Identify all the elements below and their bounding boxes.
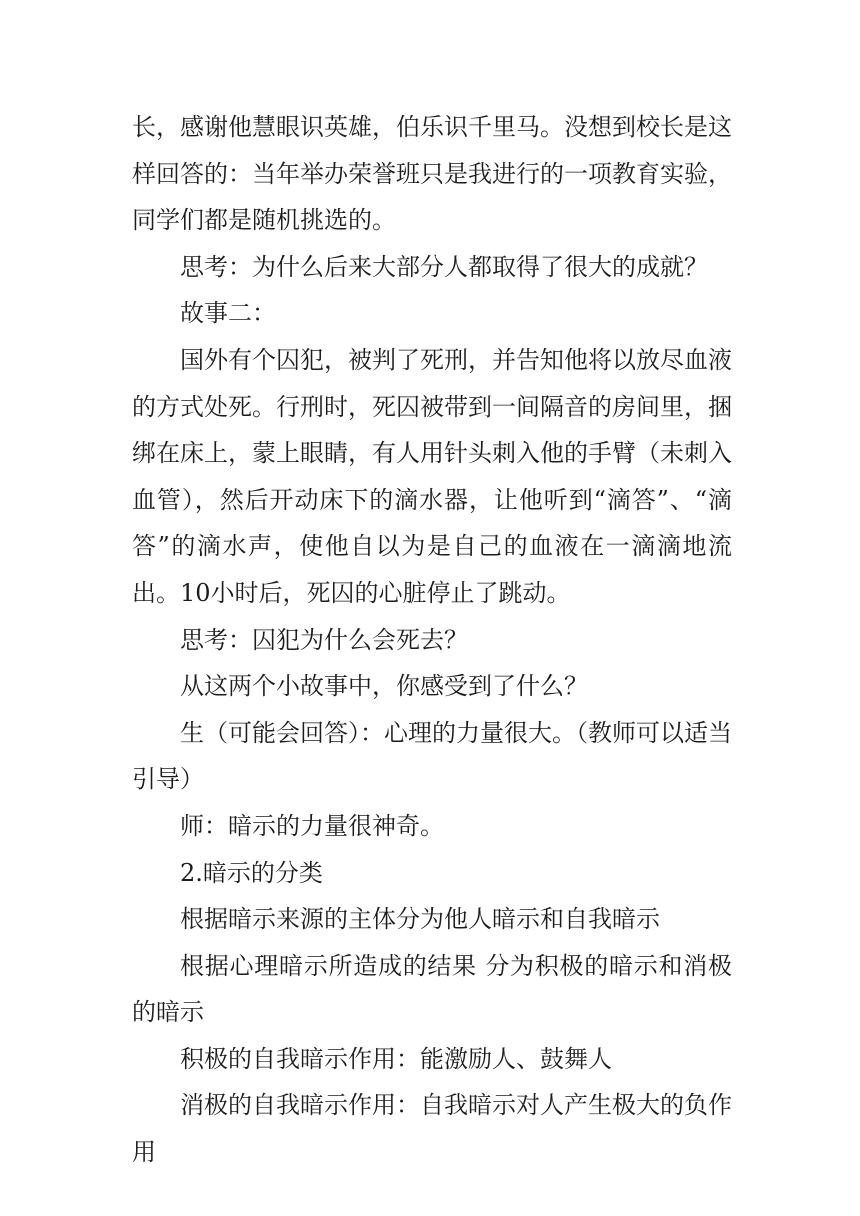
- paragraph-classification-by-source: 根据暗示来源的主体分为他人暗示和自我暗示: [180, 905, 660, 934]
- paragraph-positive-effect: 积极的自我暗示作用：能激励人、鼓舞人: [180, 1044, 612, 1073]
- paragraph-story-one-ending: 长，感谢他慧眼识英雄，伯乐识千里马。没想到校长是这样回答的：当年举办荣誉班只是我进行的一项教育实验，同学们都是随机挑选的。: [132, 113, 732, 235]
- paragraph-teacher-summary: 师：暗示的力量很神奇。: [180, 811, 444, 840]
- document-body: [132, 104, 732, 1176]
- paragraph-negative-effect: 消极的自我暗示作用：自我暗示对人产生极大的负作用: [132, 1091, 732, 1167]
- paragraph-question-two: 思考：囚犯为什么会死去？: [180, 625, 468, 654]
- section-heading-classification: 2.暗示的分类: [180, 858, 323, 887]
- paragraph-story-two: 国外有个囚犯，被判了死刑，并告知他将以放尽血液的方式处死。行刑时，死囚被带到一间隔音的房间里，捆绑在床上，蒙上眼睛，有人用针头刺入他的手臂（未刺入血管），然后开动床下的滴水器，让他听到“滴答”、“滴答”的滴水声，使他自以为是自己的血液在一滴滴地流出。10小时后，死囚的心脏停止了跳动。: [132, 345, 732, 607]
- paragraph-student-answer: 生（可能会回答）：心理的力量很大。（教师可以适当引导）: [132, 718, 732, 794]
- paragraph-classification-by-result: 根据心理暗示所造成的结果 分为积极的暗示和消极的暗示: [132, 951, 732, 1027]
- paragraph-story-two-heading: 故事二：: [180, 299, 276, 328]
- paragraph-reflection: 从这两个小故事中，你感受到了什么？: [180, 672, 588, 701]
- paragraph-question-one: 思考：为什么后来大部分人都取得了很大的成就？: [180, 252, 708, 281]
